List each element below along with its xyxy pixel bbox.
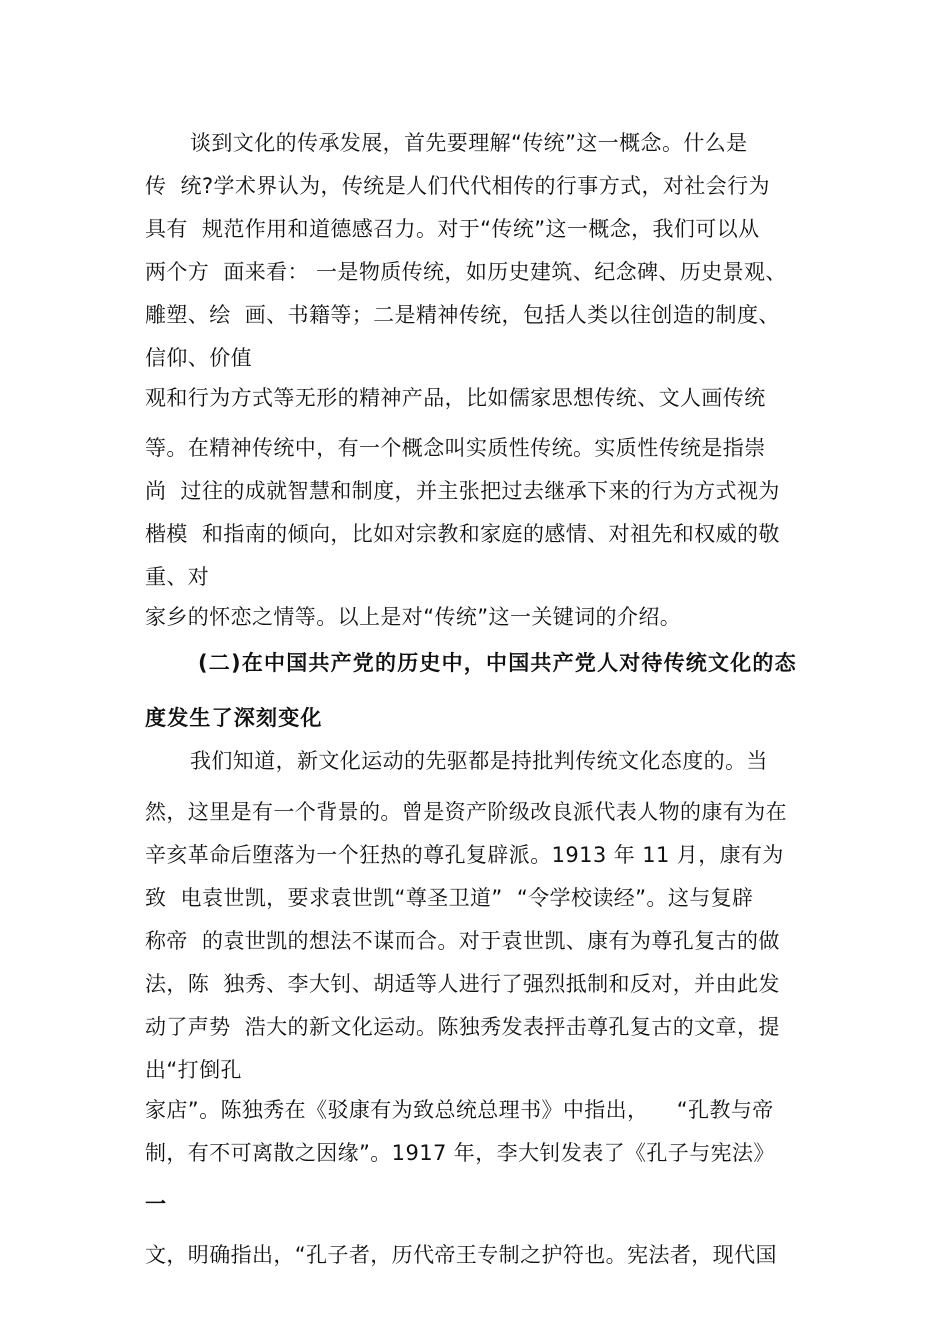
text-line-22: 出“打倒孔	[145, 1058, 242, 1082]
text-line-1: 谈到文化的传承发展，首先要理解“传统”这一概念。什么是	[190, 131, 748, 155]
text-line-3: 具有 规范作用和道德感召力。对于“传统”这一概念，我们可以从	[145, 217, 760, 241]
text-line-20: 法，陈 独秀、李大钊、胡适等人进行了强烈抵制和反对，并由此发	[145, 972, 780, 996]
text-line-11: 重、对	[145, 565, 210, 589]
text-line-10: 楷模 和指南的倾向，比如对宗教和家庭的感情、对祖先和权威的敬	[145, 522, 780, 546]
text-line-19: 称帝 的袁世凯的想法不谋而合。对于袁世凯、康有为尊孔复古的做	[145, 929, 780, 953]
text-line-8: 等。在精神传统中，有一个概念叫实质性传统。实质性传统是指崇	[145, 436, 766, 460]
text-line-26: 文，明确指出，“孔子者，历代帝王专制之护符也。宪法者，现代国	[145, 1243, 777, 1267]
text-line-25: 一	[145, 1192, 167, 1216]
text-line-23: 家店”。陈独秀在《驳康有为致总统总理书》中指出， “孔教与帝	[145, 1098, 774, 1122]
text-line-24: 制，有不可离散之因缘”。1917 年，李大钊发表了《孔子与宪法》	[145, 1141, 775, 1165]
text-line-7: 观和行为方式等无形的精神产品，比如儒家思想传统、文人画传统	[145, 386, 766, 410]
text-line-15: 我们知道，新文化运动的先驱都是持批判传统文化态度的。当	[190, 749, 768, 773]
section-heading-line-2: 度发生了深刻变化	[145, 706, 323, 730]
text-line-18: 致 电袁世凯，要求袁世凯“尊圣卫道” “令学校读经”。这与复辟	[145, 886, 754, 910]
text-line-6: 信仰、价值	[145, 346, 252, 370]
text-line-4: 两个方 面来看： 一是物质传统，如历史建筑、纪念碑、历史景观、	[145, 260, 787, 284]
text-line-21: 动了声势 浩大的新文化运动。陈独秀发表抨击尊孔复古的文章，提	[145, 1015, 780, 1039]
text-line-12: 家乡的怀恋之情等。以上是对“传统”这一关键词的介绍。	[145, 605, 682, 629]
text-line-16: 然，这里是有一个背景的。曾是资产阶级改良派代表人物的康有为在	[145, 800, 787, 824]
text-line-9: 尚 过往的成就智慧和制度，并主张把过去继承下来的行为方式视为	[145, 479, 780, 503]
section-heading-line-1: (二)在中国共产党的历史中，中国共产党人对待传统文化的态	[198, 651, 797, 675]
text-line-2: 传 统?学术界认为，传统是人们代代相传的行事方式，对社会行为	[145, 174, 770, 198]
text-line-5: 雕塑、绘 画、书籍等；二是精神传统，包括人类以往创造的制度、	[145, 303, 780, 327]
text-line-17: 辛亥革命后堕落为一个狂热的尊孔复辟派。1913 年 11 月，康有为	[145, 843, 784, 867]
